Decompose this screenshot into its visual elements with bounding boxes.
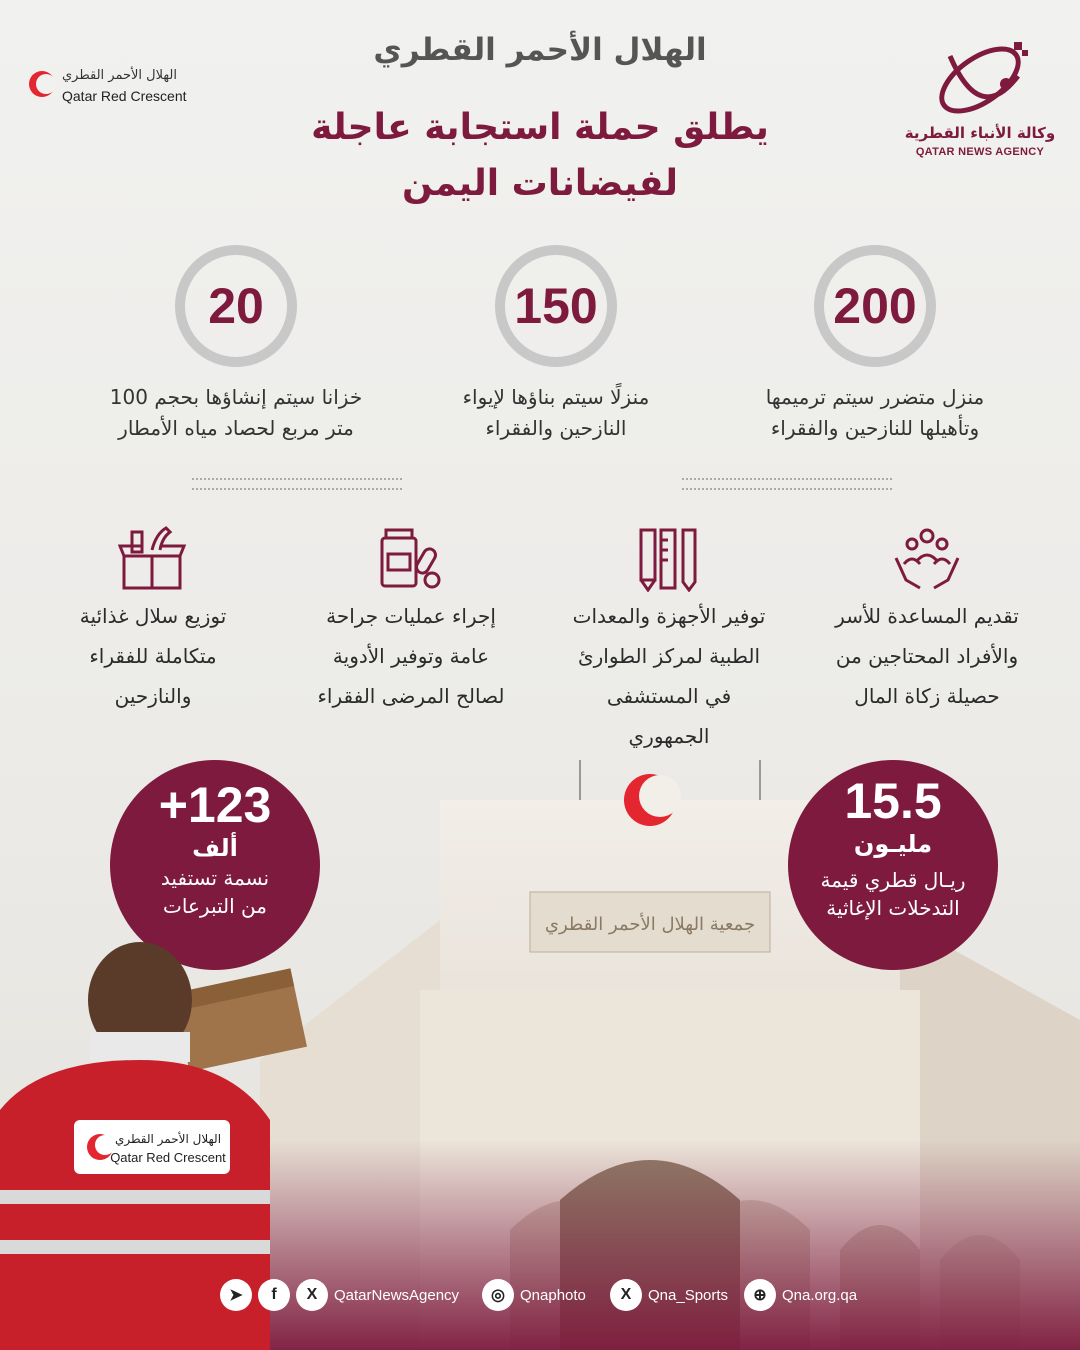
value-line-2: التدخلات الإغاثية: [826, 896, 960, 920]
qrc-logo: [28, 66, 198, 110]
service-surgery-text: إجراء عمليات جراحة عامة وتوفير الأدوية لصالح المرضى الفقراء: [317, 604, 505, 708]
social-handle-main: QatarNewsAgency: [334, 1286, 460, 1304]
medicine-icon: [376, 526, 446, 592]
headline-line-2: لفيضانات اليمن: [402, 163, 678, 204]
social-handle-photo: Qnaphoto: [520, 1286, 586, 1304]
footer-socials: [220, 1278, 880, 1312]
qrc-english-name: Qatar Red Crescent: [62, 88, 187, 104]
divider: [682, 478, 892, 490]
telegram-icon: ➤: [220, 1279, 252, 1311]
medical-tools-icon: [633, 526, 703, 592]
food-basket-icon: [118, 526, 188, 592]
stat-text-houses-built: منزلًا سيتم بناؤها لإيواء النازحين والفقراء: [462, 385, 650, 440]
stat-ring-houses-repaired: 200: [814, 245, 936, 367]
beneficiaries-highlight: [110, 760, 320, 970]
service-food-text: توزيع سلال غذائية متكاملة للفقراء والنازحين: [79, 604, 227, 708]
value-line-1: ريـال قطري قيمة: [820, 868, 966, 892]
social-qatarnewsagency[interactable]: [220, 1278, 459, 1312]
social-qnasports[interactable]: [610, 1278, 728, 1312]
social-website[interactable]: [744, 1278, 857, 1312]
stat-text-houses-repaired: منزل متضرر سيتم ترميمها وتأهيلها للنازحين والفقراء: [765, 385, 985, 440]
stat-ring-tanks: 20: [175, 245, 297, 367]
service-zakat-text: تقديم المساعدة للأسر والأفراد المحتاجين من حصيلة زكاة المال: [835, 604, 1019, 708]
website-link: Qna.org.qa: [782, 1286, 858, 1304]
headline-line-1: يطلق حملة استجابة عاجلة: [311, 107, 769, 148]
value-unit: مليـون: [853, 830, 933, 858]
stat-ring-houses-built: 150: [495, 245, 617, 367]
people-hands-icon: [892, 526, 962, 592]
value-highlight: [788, 760, 998, 970]
social-handle-sports: Qna_Sports: [648, 1286, 729, 1304]
value-number: 15.5: [844, 773, 942, 829]
service-equipment-text: توفير الأجهزة والمعدات الطبية لمركز الطوارئ في المستشفى الجمهوري: [572, 604, 766, 748]
social-qnaphoto[interactable]: [482, 1278, 586, 1312]
divider: [192, 478, 402, 490]
vest-english: Qatar Red Crescent: [110, 1150, 226, 1165]
beneficiaries-line-2: من التبرعات: [163, 894, 267, 918]
crescent-icon: [28, 70, 56, 98]
org-title: الهلال الأحمر القطري: [373, 32, 707, 68]
x-icon: X: [296, 1279, 328, 1311]
building-sign: جمعية الهلال الأحمر القطري: [544, 914, 756, 935]
beneficiaries-line-1: نسمة تستفيد: [160, 866, 270, 890]
qna-emblem-icon: [930, 36, 1030, 122]
vest-arabic: الهلال الأحمر القطري: [114, 1132, 222, 1146]
globe-icon: ⊕: [744, 1279, 776, 1311]
qna-arabic-name: وكالة الأنباء القطرية: [904, 124, 1056, 142]
qrc-arabic-name: الهلال الأحمر القطري: [62, 68, 177, 83]
beneficiaries-unit: ألف: [192, 834, 238, 862]
stat-text-tanks: خزانا سيتم إنشاؤها بحجم 100 متر مربع لحصاد مياه الأمطار: [109, 385, 363, 440]
qna-logo: [900, 30, 1060, 160]
qna-english-name: QATAR NEWS AGENCY: [915, 146, 1045, 158]
headline: [240, 100, 840, 212]
instagram-icon: ◎: [482, 1279, 514, 1311]
beneficiaries-number: +123: [158, 777, 272, 833]
x-icon: X: [610, 1279, 642, 1311]
facebook-icon: f: [258, 1279, 290, 1311]
